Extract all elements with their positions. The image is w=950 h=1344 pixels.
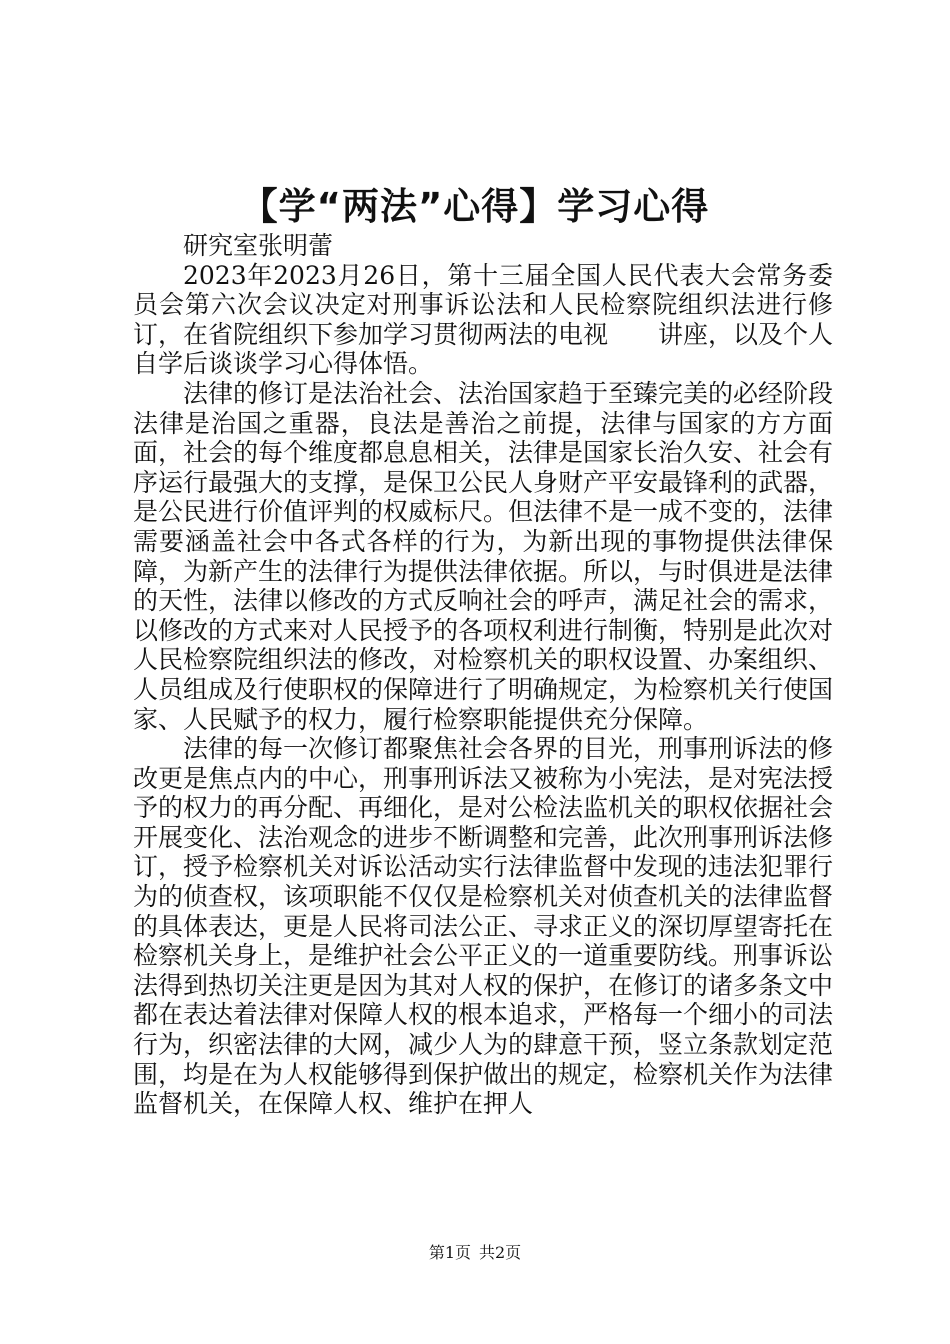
document-body	[133, 231, 833, 1119]
document-title: 【学“两法”心得】学习心得	[240, 185, 710, 228]
page-number: 第1页	[428, 1243, 471, 1262]
paragraph-1: 2023年2023月26日，第十三届全国人民代表大会常务委员会第六次会议决定对刑事诉讼法和人民检察院组织法进行修订，在省院组织下参加学习贯彻两法的电视 讲座，以及个人自学后谈谈学习心得体悟。	[133, 260, 834, 379]
paragraph-3: 法律的每一次修订都聚焦社会各界的目光，刑事刑诉法的修改更是焦点内的中心，刑事刑诉法又被称为小宪法，是对宪法授予的权力的再分配、再细化，是对公检法监机关的职权依据社会开展变化、法治观念的进步不断调整和完善，此次刑事刑诉法修订，授予检察机关对诉讼活动实行法律监督中发现的违法犯罪行为的侦查权，该项职能不仅仅是检察机关对侦查机关的法律监督的具体表达，更是人民将司法公正、寻求正义的深切厚望寄托在检察机关身上，是维护社会公平正义的一道重要防线。刑事诉讼法得到热切关注更是因为其对人权的保护，在修订的诸多条文中都在表达着法律对保障人权的根本追求，严格每一个细小的司法行为，织密法律的大网，减少人为的肆意干预，竖立条款划定范围，均是在为人权能够得到保护做出的规定，检察机关作为法律监督机关，在保障人权、维护在押人	[133, 734, 834, 1119]
author-line: 研究室张明蕾	[183, 231, 334, 260]
page-footer	[0, 1243, 950, 1263]
paragraph-2: 法律的修订是法治社会、法治国家趋于至臻完美的必经阶段法律是治国之重器，良法是善治之前提，法律与国家的方方面面，社会的每个维度都息息相关，法律是国家长治久安、社会有序运行最强大的支撑，是保卫公民人身财产平安最锋利的武器，是公民进行价值评判的权威标尺。但法律不是一成不变的，法律需要涵盖社会中各式各样的行为，为新出现的事物提供法律保障，为新产生的法律行为提供法律依据。所以，与时俱进是法律的天性，法律以修改的方式反响社会的呼声，满足社会的需求，以修改的方式来对人民授予的各项权利进行制衡，特别是此次对人民检察院组织法的修改，对检察机关的职权设置、办案组织、人员组成及行使职权的保障进行了明确规定，为检察机关行使国家、人民赋予的权力，履行检察职能提供充分保障。	[133, 378, 834, 734]
page-total: 共2页	[479, 1243, 522, 1262]
